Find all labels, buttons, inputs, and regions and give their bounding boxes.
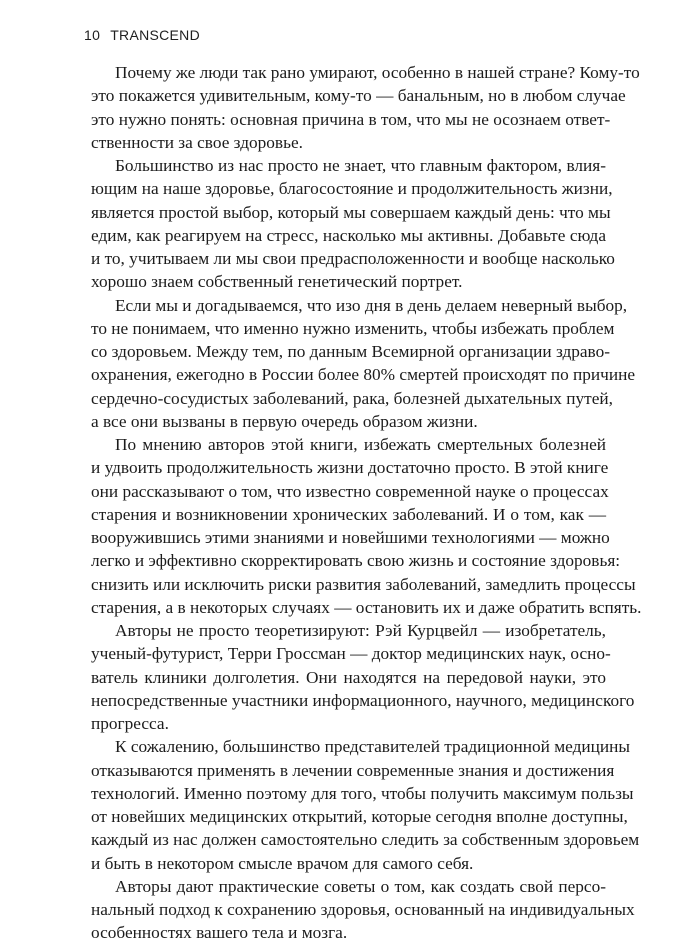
text-line: отказываются применять в лечении современные знания и достижения	[91, 760, 615, 780]
text-line: едим, как реагируем на стресс, насколько мы активны. Добавьте сюда	[91, 225, 606, 245]
text-line: и удвоить продолжительность жизни достаточно просто. В этой книге	[91, 458, 609, 478]
text-line: это покажется удивительным, кому-то — банальным, но в любом случае	[91, 86, 626, 106]
text-line: легко и эффективно скорректировать свою жизнь и состояние здоровья:	[91, 551, 621, 571]
text-line: и быть в некотором смысле врачом для самого себя.	[91, 853, 474, 873]
text-line: со здоровьем. Между тем, по данным Всемирной организации здраво-	[91, 342, 610, 361]
text-line: от новейших медицинских открытий, которые сегодня вполне доступны,	[91, 807, 628, 826]
text-line: охранения, ежегодно в России более 80% смертей происходят по причине	[91, 365, 636, 385]
paragraph	[91, 735, 640, 875]
text-line: это нужно понять: основная причина в том, что мы не осознаем ответ-	[91, 109, 611, 129]
paragraph	[91, 154, 615, 294]
text-line: прогресса.	[91, 714, 169, 733]
page-number: 10	[84, 27, 101, 43]
text-line: старения, а в некоторых случаях — остановить их и даже обратить вспять.	[91, 597, 642, 617]
text-line: особенностях вашего тела и мозга.	[91, 923, 348, 943]
text-line: Если мы и догадываемся, что изо дня в день делаем неверный выбор,	[115, 295, 628, 315]
text-line: является простой выбор, который мы совершаем каждый день: что мы	[91, 202, 611, 222]
text-line: а все они вызваны в первую очередь образом жизни.	[91, 411, 478, 431]
text-line: ученый-футурист, Терри Гроссман — доктор медицинских наук, осно-	[91, 644, 611, 664]
text-line: хорошо знаем собственный генетический портрет.	[91, 272, 463, 292]
text-line: вооружившись этими знаниями и новейшими технологиями — можно	[91, 528, 610, 547]
text-line: сердечно-сосудистых заболеваний, рака, болезней дыхательных путей,	[91, 388, 613, 408]
text-line: то не понимаем, что именно нужно изменить, чтобы избежать проблем	[91, 318, 615, 338]
paragraph	[91, 294, 636, 434]
text-line: Авторы не просто теоретизируют: Рэй Курцвейл — изобретатель,	[115, 621, 606, 640]
paragraph	[91, 61, 640, 154]
text-line: По мнению авторов этой книги, избежать смертельных болезней	[115, 435, 606, 454]
paragraph	[91, 433, 642, 619]
book-title: TRANSCEND	[110, 27, 201, 43]
text-line: нальный подход к сохранению здоровья, основанный на индивидуальных	[91, 900, 635, 919]
text-line: снизить или исключить риски развития заболеваний, замедлить процессы	[91, 574, 636, 594]
text-line: технологий. Именно поэтому для того, чтобы получить максимум пользы	[91, 783, 634, 803]
text-line: ющим на наше здоровье, благосостояние и продолжительность жизни,	[91, 179, 613, 199]
text-line: ватель клиники долголетия. Они находятся на передовой науки, это	[91, 667, 606, 687]
text-line: каждый из нас должен самостоятельно следить за собственным здоровьем	[91, 830, 640, 850]
paragraph	[91, 619, 635, 735]
text-line: Почему же люди так рано умирают, особенно в нашей стране? Кому-то	[115, 63, 640, 82]
text-line: они рассказывают о том, что известно современной науке о процессах	[91, 481, 609, 501]
text-line: ственности за свое здоровье.	[91, 132, 303, 152]
text-line: Авторы дают практические советы о том, как создать свой персо-	[115, 876, 606, 896]
running-head	[84, 27, 200, 43]
text-line: непосредственные участники информационного, научного, медицинского	[91, 690, 635, 710]
text-line: Большинство из нас просто не знает, что главным фактором, влия-	[115, 156, 606, 175]
text-line: старения и возникновении хронических заболеваний. И о том, как —	[91, 504, 606, 524]
paragraph	[91, 875, 635, 945]
body-text	[91, 61, 642, 945]
text-line: и то, учитываем ли мы свои предрасположенности и вообще насколько	[91, 249, 615, 268]
text-line: К сожалению, большинство представителей традиционной медицины	[115, 737, 631, 757]
